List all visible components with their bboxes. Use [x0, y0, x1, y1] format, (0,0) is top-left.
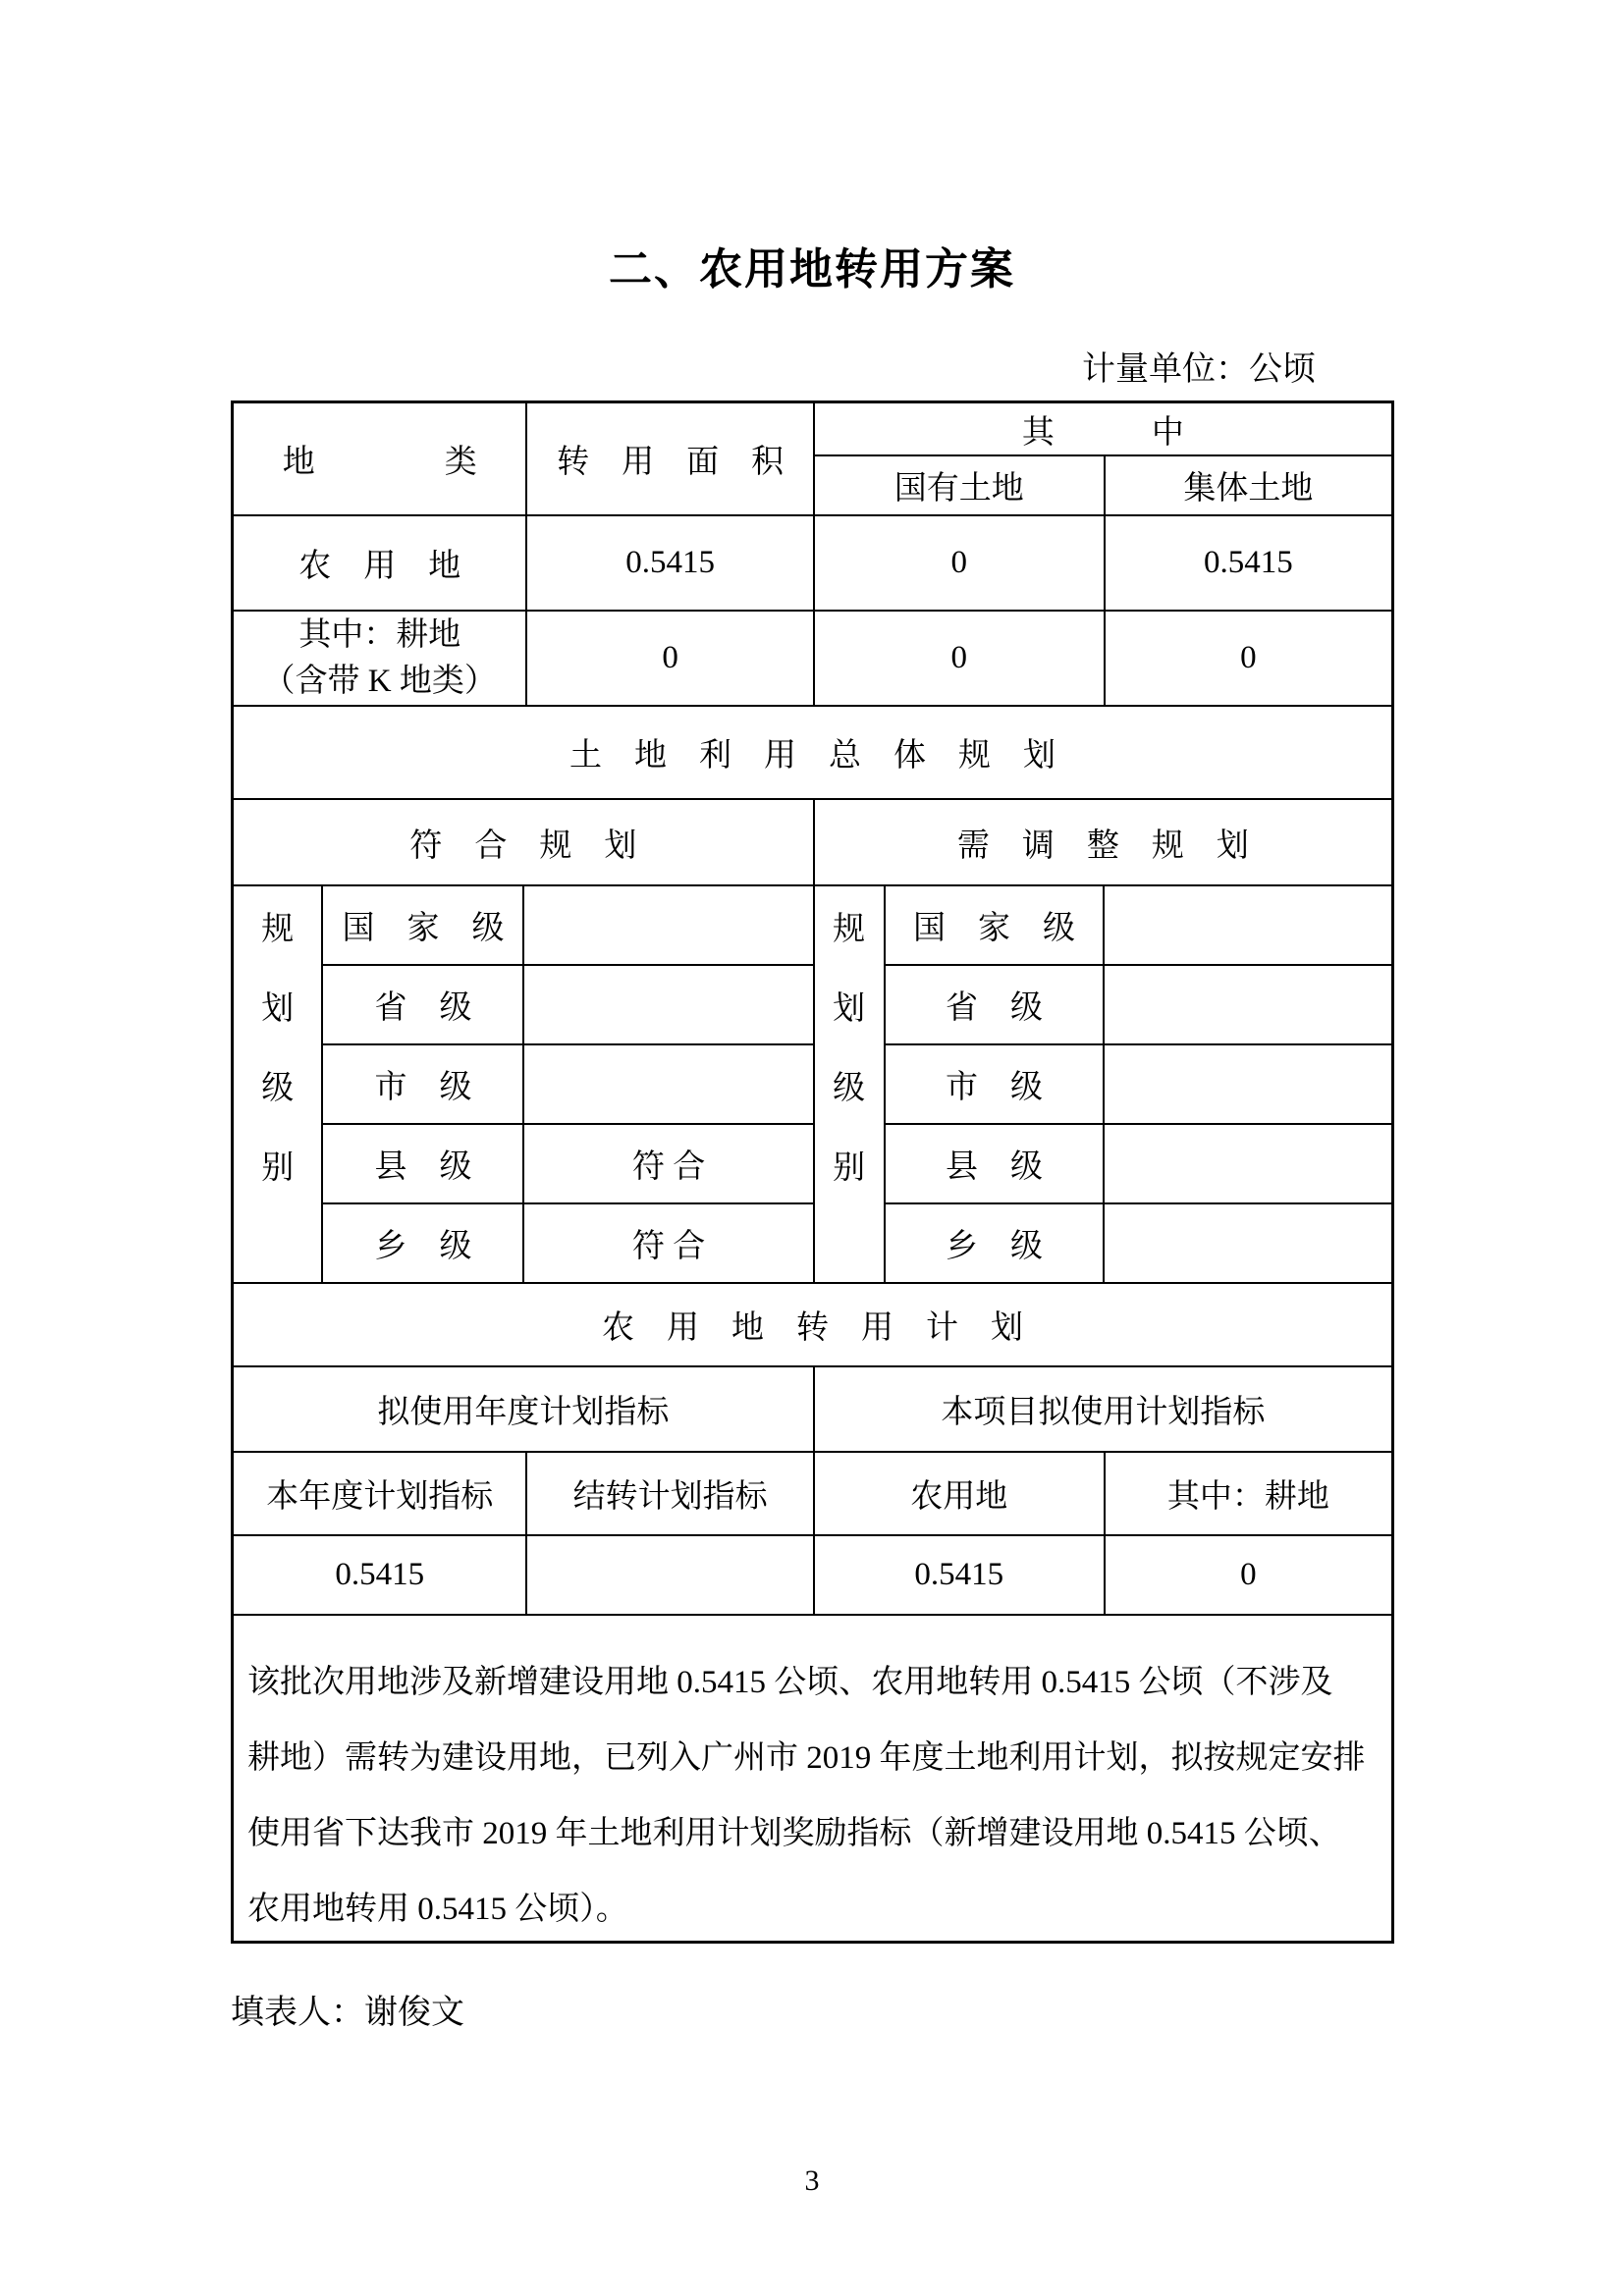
land-class-section: [234, 403, 1391, 707]
land-conversion-table: [231, 400, 1394, 1944]
note-line: 耕地）需转为建设用地，已列入广州市 2019 年度土地利用计划，拟按规定安排: [247, 1740, 1366, 1776]
compliant-value-township: 符 合: [524, 1204, 814, 1284]
header-annual-quota: 拟使用年度计划指标: [234, 1367, 815, 1453]
header-state-land: 国有土地: [815, 456, 1106, 516]
value-cultivated-land-quota: 0: [1106, 1536, 1391, 1616]
compliant-value-county: 符 合: [524, 1125, 814, 1204]
axis-char: 规: [261, 912, 295, 947]
level-name-provincial-right: 省 级: [886, 966, 1106, 1045]
header-conversion-area: 转 用 面 积: [527, 403, 814, 516]
planning-level-axis-left: [234, 886, 323, 1284]
value-agri-conversion-area: 0.5415: [527, 516, 814, 612]
header-project-quota: 本项目拟使用计划指标: [815, 1367, 1391, 1453]
page-title: 二、农用地转用方案: [609, 245, 1015, 294]
level-name-municipal-left: 市 级: [323, 1045, 524, 1125]
quota-values-row: [234, 1536, 1391, 1616]
value-agri-collective-land: 0.5415: [1106, 516, 1391, 612]
compliant-value-municipal: [524, 1045, 814, 1125]
cultivated-land-label-line1: 其中：耕地: [298, 617, 461, 654]
adjustment-value-township: [1105, 1204, 1391, 1284]
header-adjustment-planning: 需 调 整 规 划: [815, 800, 1391, 886]
section-title-conversion-plan: 农 用 地 转 用 计 划: [234, 1284, 1391, 1367]
value-cultivated-collective-land: 0: [1106, 612, 1391, 707]
axis-char: 别: [833, 1150, 866, 1186]
axis-char: 划: [833, 991, 866, 1027]
compliant-value-provincial: [524, 966, 814, 1045]
value-cultivated-state-land: 0: [815, 612, 1106, 707]
note-line: 该批次用地涉及新增建设用地 0.5415 公顷、农用地转用 0.5415 公顷（不涉及: [247, 1665, 1333, 1700]
value-current-year-quota: 0.5415: [234, 1536, 527, 1616]
value-agricultural-land-quota: 0.5415: [815, 1536, 1106, 1616]
subheader-carryover-quota: 结转计划指标: [527, 1453, 814, 1536]
header-compliant-planning: 符 合 规 划: [234, 800, 815, 886]
level-name-provincial-left: 省 级: [323, 966, 524, 1045]
header-land-class: 地 类: [234, 403, 527, 516]
conversion-plan-title-row: [234, 1284, 1391, 1367]
axis-char: 级: [833, 1071, 866, 1106]
level-name-township-left: 乡 级: [323, 1204, 524, 1284]
header-breakdown: 其 中: [815, 403, 1391, 456]
preparer: 填表人：谢俊文: [231, 1995, 464, 2031]
note-line: 使用省下达我市 2019 年土地利用计划奖励指标（新增建设用地 0.5415 公顷、: [247, 1816, 1341, 1851]
section-title-overall-planning: 土 地 利 用 总 体 规 划: [234, 707, 1391, 800]
compliant-value-national: [524, 886, 814, 966]
page-number: 3: [804, 2164, 820, 2197]
row-label-agricultural-land: 农 用 地: [234, 516, 527, 612]
level-name-national-right: 国 家 级: [886, 886, 1106, 966]
planning-headers-row: [234, 800, 1391, 886]
value-cultivated-conversion-area: 0: [527, 612, 814, 707]
level-name-township-right: 乡 级: [886, 1204, 1106, 1284]
axis-char: 级: [261, 1071, 295, 1106]
quota-headers-row: [234, 1367, 1391, 1453]
subheader-agricultural-land: 农用地: [815, 1453, 1106, 1536]
level-name-municipal-right: 市 级: [886, 1045, 1106, 1125]
axis-char: 划: [261, 991, 295, 1027]
adjustment-value-national: [1105, 886, 1391, 966]
note-block: [234, 1616, 1391, 1944]
subheader-cultivated-land: 其中：耕地: [1106, 1453, 1391, 1536]
header-collective-land: 集体土地: [1106, 456, 1391, 516]
value-carryover-quota: [527, 1536, 814, 1616]
note-line: 农用地转用 0.5415 公顷）。: [247, 1892, 628, 1927]
axis-char: 别: [261, 1150, 295, 1186]
cultivated-land-label-line2: （含带 K 地类）: [262, 663, 497, 699]
planning-level-axis-right: [815, 886, 886, 1284]
level-name-county-right: 县 级: [886, 1125, 1106, 1204]
adjustment-value-county: [1105, 1125, 1391, 1204]
axis-char: 规: [833, 912, 866, 947]
overall-planning-title-row: [234, 707, 1391, 800]
subheader-current-year-quota: 本年度计划指标: [234, 1453, 527, 1536]
quota-subheaders-row: [234, 1453, 1391, 1536]
level-name-national-left: 国 家 级: [323, 886, 524, 966]
adjustment-value-municipal: [1105, 1045, 1391, 1125]
planning-level-matrix: [234, 886, 1391, 1284]
unit-note: 计量单位：公顷: [1082, 351, 1316, 388]
level-name-county-left: 县 级: [323, 1125, 524, 1204]
value-agri-state-land: 0: [815, 516, 1106, 612]
row-label-cultivated-land: [234, 612, 527, 707]
adjustment-value-provincial: [1105, 966, 1391, 1045]
